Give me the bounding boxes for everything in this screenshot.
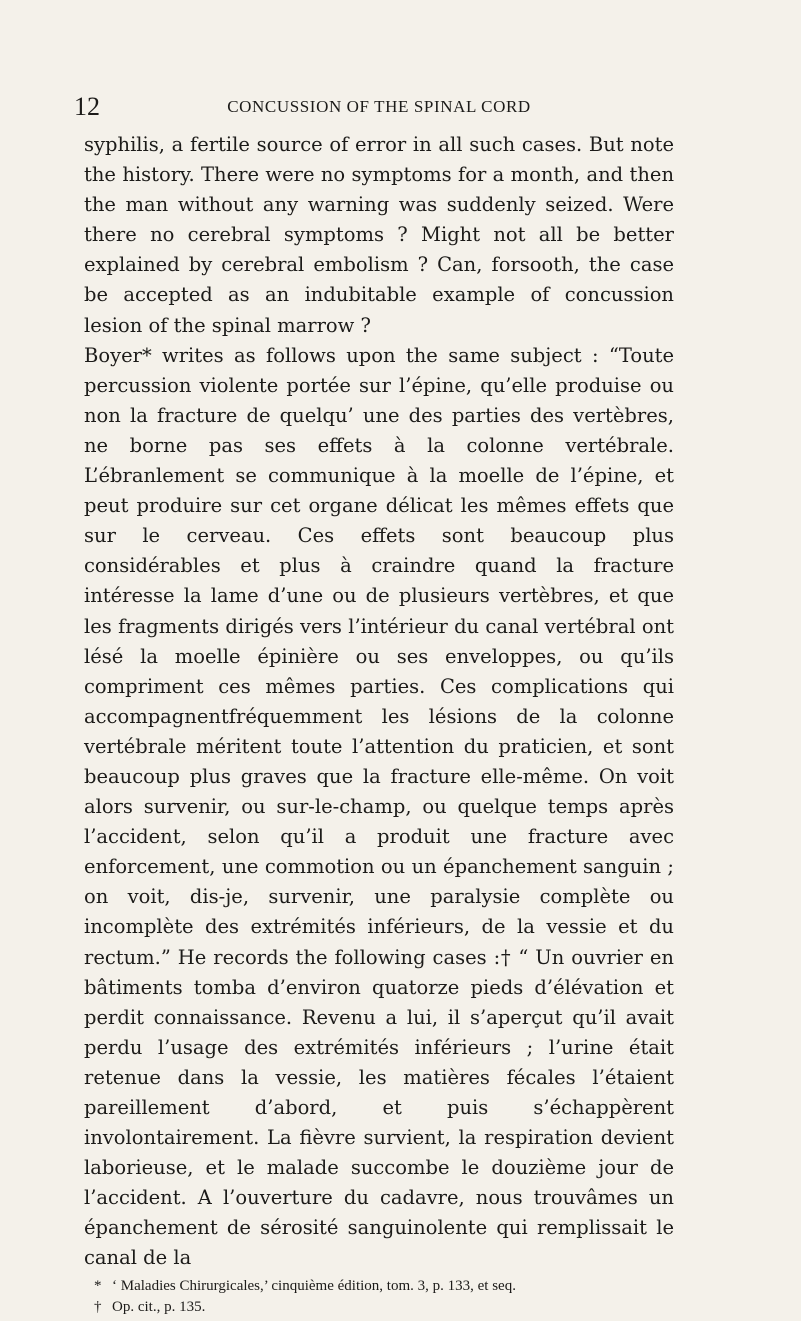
- body-text: [84, 130, 674, 1274]
- running-title: CONCUSSION OF THE SPINAL CORD: [227, 97, 531, 116]
- footnote-text: Op. cit., p. 135.: [112, 1298, 206, 1315]
- paragraph: Boyer* writes as follows upon the same subject : “Toute percussion violente portée sur l’épine, qu’elle produise ou non la fracture de quelqu’ une des parties des vertèbres, ne borne pas ses effets à la colonne vertébrale. L’ébranlement se communique à la moelle de l’épine, et peut produire sur cet organe délicat les mêmes effets que sur le cerveau. Ces effets sont beaucoup plus considérables et plus à craindre quand la fracture intéresse la lame d’une ou de plusieurs vertèbres, et que les fragments dirigés vers l’intérieur du canal vertébral ont lésé la moelle épinière ou ses enveloppes, ou qu’ils compriment ces mêmes parties. Ces complications qui accompagnentfréquemment les lésions de la colonne vertébrale méritent toute l’attention du praticien, et sont beaucoup plus graves que la fracture elle-même. On voit alors survenir, ou sur-le-champ, ou quelque temps après l’accident, selon qu’il a produit une fracture avec enforcement, une commotion ou un épanchement sanguin ; on voit, dis-je, survenir, une paralysie complète ou incomplète des extrémités inférieurs, de la vessie et du rectum.” He records the following cases :† “ Un ouvrier en bâtiments tomba d’environ quatorze pieds d’élévation et perdit connaissance. Revenu a lui, il s’aperçut qu’il avait perdu l’usage des extrémités inférieurs ; l’urine était retenue dans la vessie, les matières fécales l’étaient pareillement d’abord, et puis s’échappèrent involontairement. La fièvre survient, la respiration devient laborieuse, et le malade succombe le douzième jour de l’accident. A l’ouverture du cadavre, nous trouvâmes un épanchement de sérosité sanguinolente qui remplissait le canal de la: [84, 343, 674, 1270]
- footnote-mark: *: [94, 1277, 102, 1294]
- running-head: [74, 92, 674, 121]
- book-page: [74, 92, 674, 1318]
- footnote-mark: †: [94, 1298, 102, 1315]
- paragraph: syphilis, a fertile source of error in all such cases. But note the history. There were no symptoms for a month, and then the man without any warning was suddenly seized. Were there no cerebral symptoms ? Might not all be better explained by cerebral embolism ? Can, forsooth, the case be accepted as an indubitable example of concussion lesion of the spinal marrow ?: [84, 133, 674, 337]
- footnotes: [84, 1276, 674, 1318]
- page-number: 12: [74, 92, 100, 121]
- footnote-text: ‘ Maladies Chirurgicales,’ cinquième édition, tom. 3, p. 133, et seq.: [112, 1277, 516, 1294]
- footnote: [84, 1276, 674, 1297]
- footnote: [84, 1297, 674, 1318]
